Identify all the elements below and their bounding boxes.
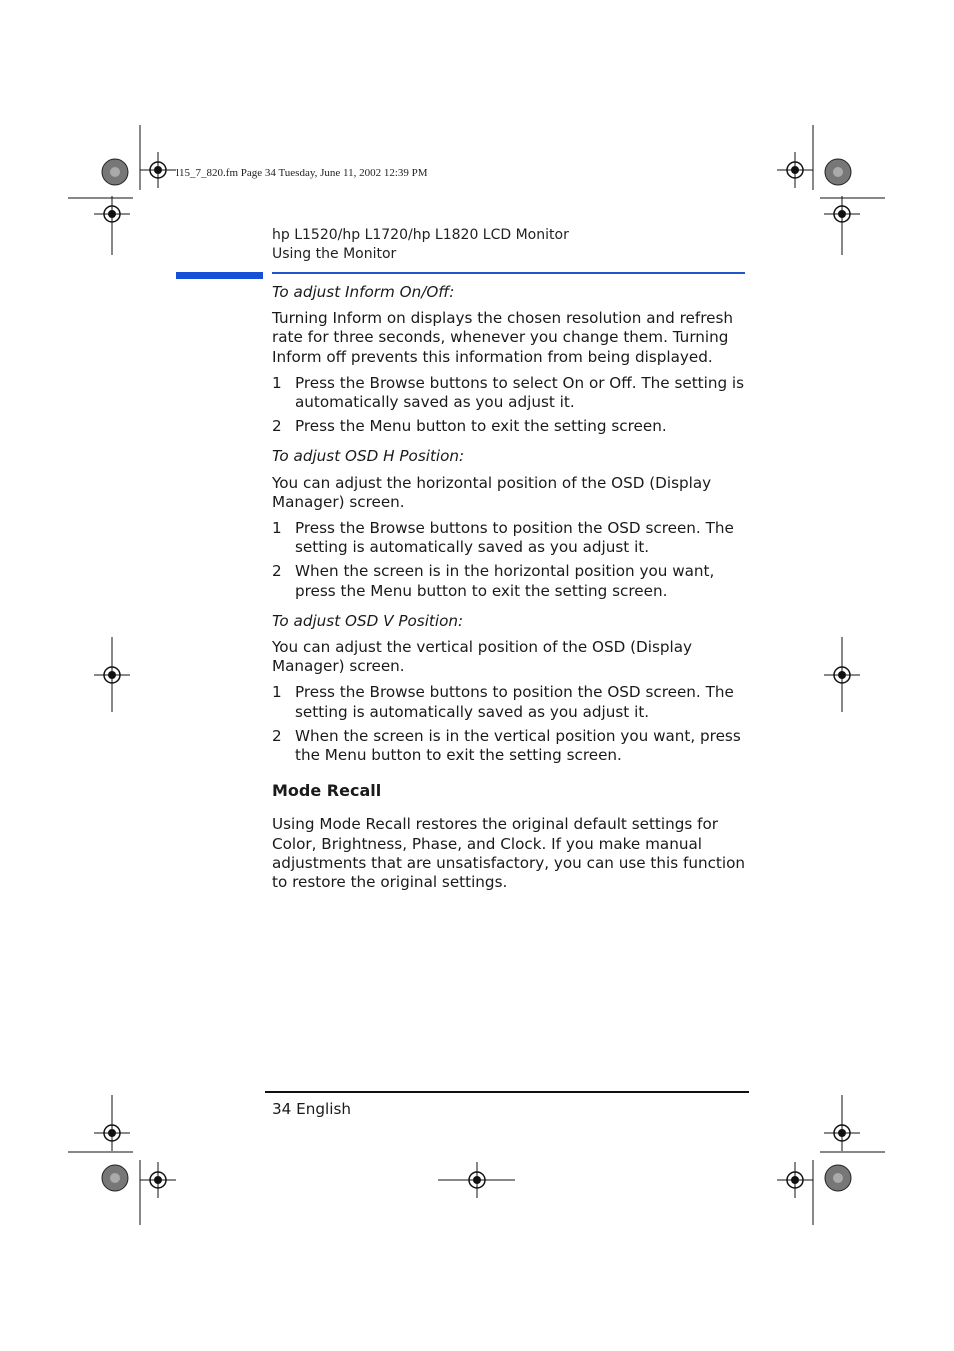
list-item — [272, 683, 748, 721]
list-item — [272, 562, 748, 600]
page-body — [272, 283, 748, 899]
step-text: Press the Browse buttons to position the OSD screen. The setting is automatically saved as you adjust it. — [295, 519, 734, 557]
running-header — [272, 226, 569, 264]
section-title: Using the Monitor — [272, 246, 397, 262]
subhead-osd-v: To adjust OSD V Position: — [272, 611, 464, 630]
footer-rule — [265, 1091, 749, 1093]
step-text: Press the Menu button to exit the setting screen. — [295, 417, 667, 436]
subhead-osd-h: To adjust OSD H Position: — [272, 447, 465, 466]
list-item — [272, 727, 748, 765]
paragraph-inform: Turning Inform on displays the chosen resolution and refresh rate for three seconds, whenever you change them. Turning Inform off prevents this information from being displayed. — [272, 309, 734, 366]
page-number: 34 English — [272, 1100, 351, 1118]
step-number: 1 — [272, 683, 282, 702]
step-number: 1 — [272, 519, 282, 538]
list-item — [272, 374, 748, 412]
paragraph-mode-recall: Using Mode Recall restores the original default settings for Color, Brightness, Phase, and Clock. If you make manual adjustments that are unsatisfactory, you can use this function to restore the original settings. — [272, 815, 746, 892]
step-text: When the screen is in the horizontal position you want, press the Menu button to exit the setting screen. — [295, 562, 715, 600]
list-item — [272, 519, 748, 557]
list-item — [272, 417, 748, 436]
product-title: hp L1520/hp L1720/hp L1820 LCD Monitor — [272, 227, 569, 243]
step-text: Press the Browse buttons to position the OSD screen. The setting is automatically saved as you adjust it. — [295, 683, 734, 721]
paragraph-osd-v: You can adjust the vertical position of the OSD (Display Manager) screen. — [272, 638, 693, 676]
step-text: When the screen is in the vertical position you want, press the Menu button to exit the setting screen. — [295, 726, 741, 765]
subhead-inform: To adjust Inform On/Off: — [272, 283, 455, 301]
step-number: 2 — [272, 417, 282, 436]
header-rule — [272, 272, 745, 274]
file-slug: l15_7_820.fm Page 34 Tuesday, June 11, 2002 12:39 PM — [176, 167, 428, 179]
paragraph-osd-h: You can adjust the horizontal position of the OSD (Display Manager) screen. — [272, 473, 712, 511]
step-number: 1 — [272, 373, 282, 392]
section-tab-marker — [176, 272, 263, 279]
heading-mode-recall: Mode Recall — [272, 781, 382, 801]
step-text: Press the Browse buttons to select On or Off. The setting is automatically saved as you adjust it. — [295, 373, 745, 412]
step-number: 2 — [272, 726, 282, 745]
step-number: 2 — [272, 562, 282, 581]
